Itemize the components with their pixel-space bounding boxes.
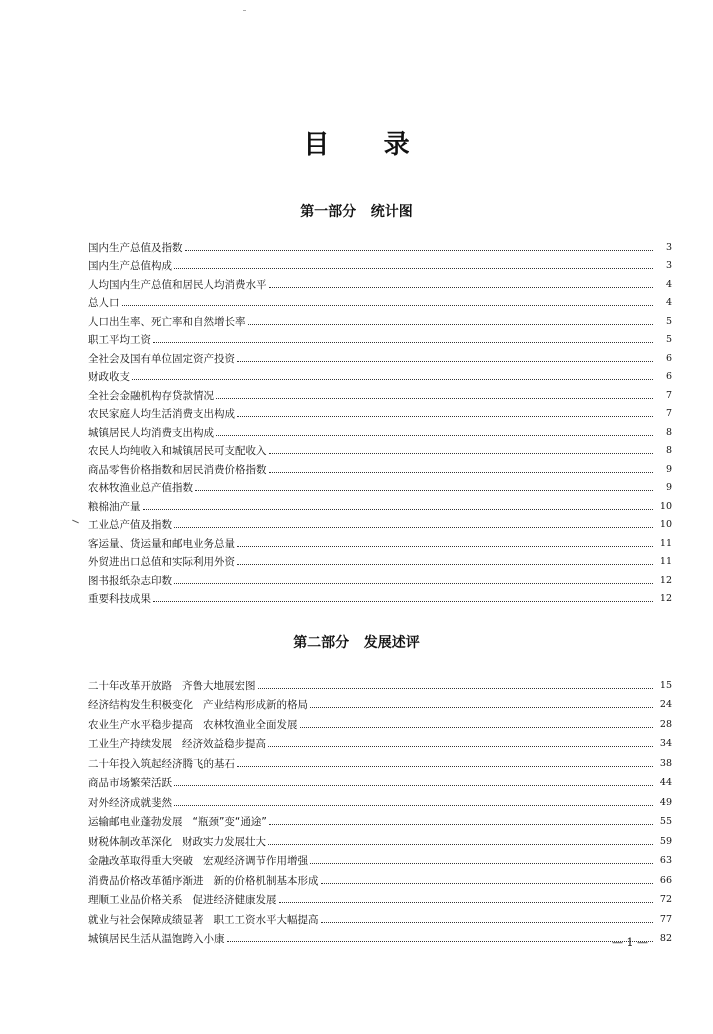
- dot-leader: [269, 468, 654, 473]
- toc-entry-page: 59: [659, 835, 672, 847]
- toc-entry-page: 11: [659, 537, 672, 549]
- toc-entry-title: 商品零售价格指数和居民消费价格指数: [88, 463, 267, 476]
- dot-leader: [216, 394, 653, 399]
- toc-entry-page: 4: [665, 278, 672, 290]
- dot-leader: [195, 486, 653, 491]
- toc-entry-title: 运输邮电业蓬勃发展 “瓶颈”变“通途”: [88, 816, 267, 828]
- toc-entry-title: 就业与社会保障成绩显著 职工工资水平大幅提高: [88, 913, 319, 926]
- toc-entry-page: 5: [665, 334, 672, 345]
- page-number: — 1 —: [612, 936, 648, 949]
- toc-entry-title: 总人口: [88, 297, 120, 309]
- toc-entry-title: 工业生产持续发展 经济效益稳步提高: [88, 738, 267, 750]
- toc-entry-title: 商品市场繁荣活跃: [88, 777, 172, 789]
- toc-entry-page: 24: [659, 699, 672, 710]
- toc-entry-title: 国内生产总值构成: [88, 260, 172, 272]
- toc-entry-page: 8: [665, 426, 672, 438]
- margin-mark: [72, 520, 79, 524]
- toc-entry: [88, 329, 672, 348]
- toc-entry: [88, 888, 672, 908]
- toc-entry-page: 44: [659, 777, 672, 788]
- dot-leader: [258, 684, 653, 689]
- toc-entry-page: 10: [659, 500, 672, 512]
- toc-entry-page: 55: [659, 816, 672, 827]
- dot-leader: [237, 542, 653, 547]
- part-two-heading: 第二部分 发展述评: [293, 635, 420, 651]
- toc-entry: [88, 236, 672, 255]
- toc-entry-page: 72: [659, 894, 672, 905]
- page-title: 目 录: [303, 130, 410, 160]
- toc-entry-title: 经济结构发生积极变化 产业结构形成新的格局: [88, 699, 309, 711]
- toc-entry: [88, 588, 672, 607]
- toc-entry-title: 粮棉油产量: [88, 500, 141, 513]
- toc-entry: [88, 495, 672, 514]
- dot-leader: [153, 597, 653, 602]
- toc-entry-title: 外贸进出口总值和实际利用外资: [88, 556, 235, 568]
- toc-entry-title: 人口出生率、死亡率和自然增长率: [88, 315, 246, 328]
- toc-entry: [88, 693, 672, 713]
- toc-entry-title: 人均国内生产总值和居民人均消费水平: [88, 278, 267, 291]
- toc-entry: [88, 751, 672, 771]
- dot-leader: [174, 523, 653, 528]
- toc-entry-page: 9: [665, 463, 672, 475]
- toc-entry-page: 38: [659, 757, 672, 769]
- toc-entry-title: 二十年投入筑起经济腾飞的基石: [88, 757, 235, 770]
- toc-entry: [88, 712, 672, 732]
- toc-entry: [88, 790, 672, 810]
- toc-entry-title: 二十年改革开放路 齐鲁大地展宏图: [88, 679, 256, 692]
- dot-leader: [269, 283, 654, 288]
- toc-entry: [88, 440, 672, 459]
- toc-entry-page: 6: [665, 371, 672, 382]
- toc-entry-title: 农业生产水平稳步提高 农林牧渔业全面发展: [88, 718, 298, 731]
- toc-entry-title: 金融改革取得重大突破 宏观经济调节作用增强: [88, 855, 309, 867]
- dot-leader: [237, 412, 653, 417]
- toc-entry-title: 客运量、货运量和邮电业务总量: [88, 537, 235, 550]
- toc-entry-title: 消费品价格改革循序渐进 新的价格机制基本形成: [88, 874, 319, 887]
- toc-entry-page: 5: [665, 315, 672, 327]
- toc-entry-page: 82: [659, 933, 672, 944]
- toc-entry: [88, 829, 672, 849]
- part-one-toc: [88, 236, 672, 606]
- toc-entry: [88, 849, 672, 869]
- toc-entry-title: 工业总产值及指数: [88, 519, 172, 531]
- toc-entry-page: 49: [659, 796, 672, 808]
- dot-leader: [310, 703, 653, 708]
- toc-entry-page: 28: [659, 718, 672, 730]
- toc-entry-page: 4: [665, 297, 672, 308]
- dot-leader: [122, 301, 654, 306]
- toc-entry-page: 12: [659, 574, 672, 586]
- dot-leader: [185, 246, 654, 251]
- toc-entry-page: 7: [665, 389, 672, 401]
- part-two-toc: [88, 673, 672, 946]
- dot-leader: [174, 801, 653, 806]
- toc-entry: [88, 771, 672, 791]
- toc-entry-page: 63: [659, 855, 672, 866]
- toc-entry: [88, 868, 672, 888]
- dot-leader: [237, 357, 653, 362]
- toc-entry: [88, 551, 672, 570]
- toc-entry-page: 8: [665, 445, 672, 456]
- toc-entry-page: 11: [659, 556, 672, 567]
- toc-entry: [88, 366, 672, 385]
- toc-entry: [88, 255, 672, 274]
- dot-leader: [143, 505, 654, 510]
- toc-entry: [88, 907, 672, 927]
- dot-leader: [310, 859, 653, 864]
- toc-entry-page: 7: [665, 408, 672, 419]
- toc-entry-title: 全社会及国有单位固定资产投资: [88, 352, 235, 365]
- toc-entry: [88, 673, 672, 693]
- toc-entry-page: 9: [665, 482, 672, 493]
- dot-leader: [174, 579, 653, 584]
- dot-leader: [248, 320, 654, 325]
- dot-leader: [216, 431, 653, 436]
- dot-leader: [227, 937, 654, 942]
- toc-entry-title: 对外经济成就斐然: [88, 796, 172, 809]
- toc-entry-title: 农林牧渔业总产值指数: [88, 482, 193, 494]
- dot-leader: [268, 742, 653, 747]
- toc-entry: [88, 347, 672, 366]
- toc-entry: [88, 532, 672, 551]
- part-one-heading: 第一部分 统计图: [300, 204, 413, 220]
- toc-entry-title: 城镇居民人均消费支出构成: [88, 426, 214, 439]
- toc-entry: [88, 477, 672, 496]
- toc-entry-page: 3: [665, 241, 672, 253]
- scan-speck: [243, 10, 246, 11]
- toc-entry-title: 理顺工业品价格关系 促进经济健康发展: [88, 894, 277, 906]
- toc-entry: [88, 384, 672, 403]
- toc-entry: [88, 421, 672, 440]
- dot-leader: [269, 449, 654, 454]
- toc-entry-page: 3: [665, 260, 672, 271]
- toc-entry-page: 15: [659, 679, 672, 691]
- dot-leader: [132, 375, 653, 380]
- dot-leader: [300, 723, 653, 728]
- toc-entry-title: 职工平均工资: [88, 334, 151, 346]
- toc-entry: [88, 569, 672, 588]
- dot-leader: [174, 781, 653, 786]
- dot-leader: [174, 264, 653, 269]
- toc-entry-title: 农民家庭人均生活消费支出构成: [88, 408, 235, 420]
- dot-leader: [321, 879, 653, 884]
- toc-entry: [88, 458, 672, 477]
- dot-leader: [269, 820, 653, 825]
- toc-entry: [88, 732, 672, 752]
- dot-leader: [153, 338, 653, 343]
- toc-entry-title: 全社会金融机构存贷款情况: [88, 389, 214, 402]
- toc-entry: [88, 810, 672, 830]
- toc-entry-title: 图书报纸杂志印数: [88, 574, 172, 587]
- toc-entry-page: 10: [659, 519, 672, 530]
- toc-entry-title: 重要科技成果: [88, 593, 151, 605]
- toc-entry: [88, 292, 672, 311]
- toc-entry: [88, 927, 672, 947]
- toc-entry-title: 财税体制改革深化 财政实力发展壮大: [88, 835, 267, 848]
- toc-entry-page: 66: [659, 874, 672, 886]
- toc-entry-page: 12: [659, 593, 672, 604]
- toc-entry-title: 国内生产总值及指数: [88, 241, 183, 254]
- dot-leader: [237, 762, 653, 767]
- dot-leader: [237, 560, 653, 565]
- dot-leader: [321, 918, 653, 923]
- toc-entry-title: 城镇居民生活从温饱跨入小康: [88, 933, 225, 945]
- toc-entry-page: 34: [659, 738, 672, 749]
- toc-entry: [88, 514, 672, 533]
- toc-entry-page: 77: [659, 913, 672, 925]
- toc-entry: [88, 403, 672, 422]
- toc-entry: [88, 310, 672, 329]
- toc-entry-title: 财政收支: [88, 371, 130, 383]
- dot-leader: [279, 898, 653, 903]
- toc-entry-page: 6: [665, 352, 672, 364]
- toc-entry-title: 农民人均纯收入和城镇居民可支配收入: [88, 445, 267, 457]
- toc-entry: [88, 273, 672, 292]
- dot-leader: [268, 840, 653, 845]
